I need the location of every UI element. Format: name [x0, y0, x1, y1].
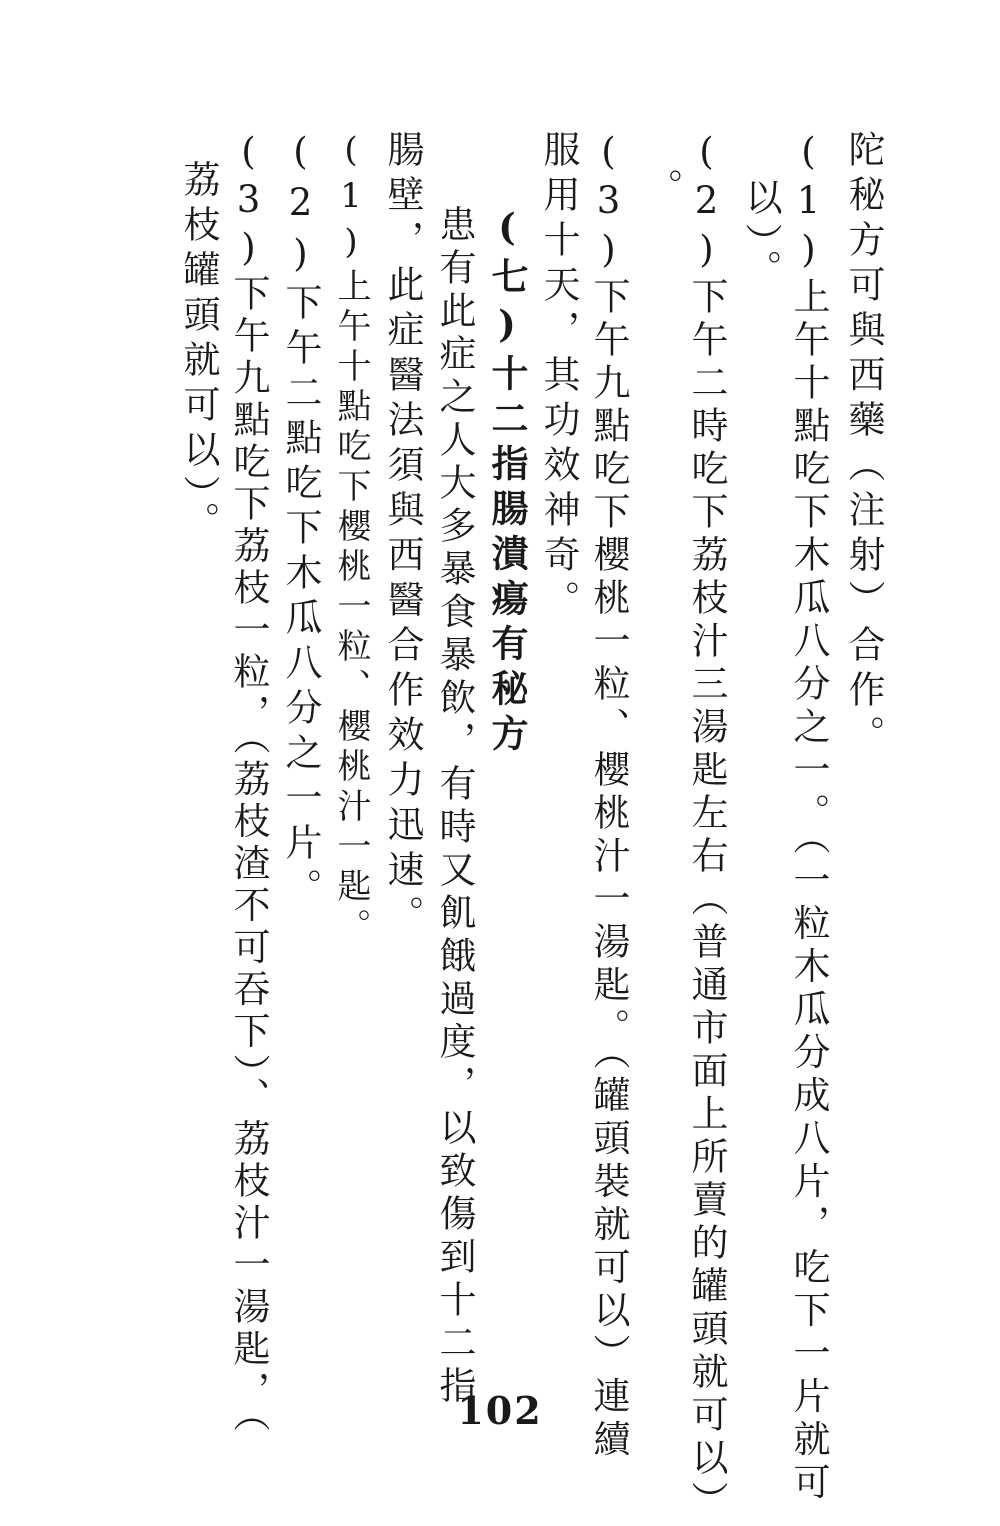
page-number: 102: [457, 1388, 543, 1433]
text-column-2: (1)上午十點吃下木瓜八分之一。（一粒木瓜分成八片，吃下一片就可: [787, 130, 830, 1506]
text-column-10: 腸壁，此症醫法須與西醫合作效力迅速。: [381, 130, 424, 940]
text-column-4: (2)下午二時吃下荔枝汁三湯匙左右（普通市面上所賣的罐頭就可以）: [685, 130, 728, 1524]
text-column-14: 荔枝罐頭就可以）。: [177, 160, 220, 547]
text-column-12: (2)下午二點吃下木瓜八分之一片。: [279, 130, 322, 913]
text-column-6: (3)下午九點吃下櫻桃一粒、櫻桃汁一湯匙。（罐頭裝就可以）連續: [587, 130, 630, 1463]
text-column-5: 。: [640, 168, 683, 213]
text-column-3: 以）。: [739, 178, 782, 295]
text-column-1: 陀秘方可與西藥（注射）合作。: [842, 130, 885, 760]
text-column-11: (1)上午十點吃下櫻桃一粒、櫻桃汁一匙。: [331, 130, 371, 948]
text-column-9: 患有此症之人大多暴食暴飲，有時又飢餓過度，以致傷到十二指: [433, 205, 476, 1409]
text-column-13: (3)下午九點吃下荔枝一粒，（荔枝渣不可吞下）、荔枝汁一湯匙，（: [227, 130, 270, 1437]
text-column-7: 服用十天，其功效神奇。: [537, 130, 580, 625]
section-heading: (七)十二指腸潰瘍有秘方: [485, 205, 529, 759]
